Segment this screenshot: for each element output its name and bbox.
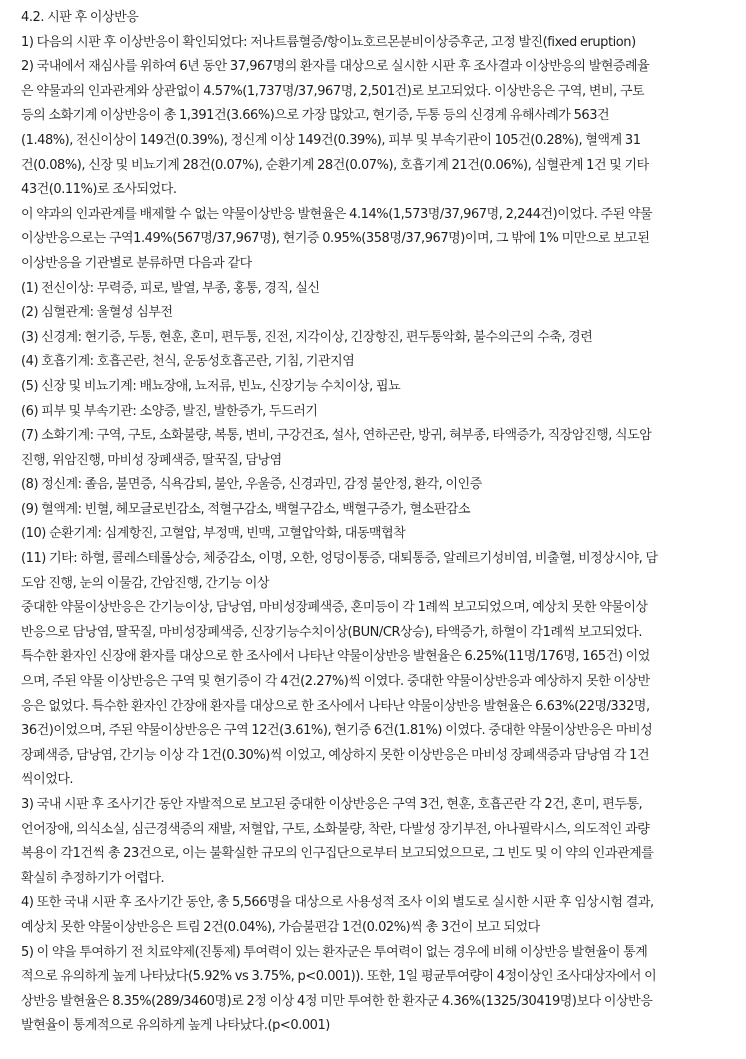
list-item: (5) 신장 및 비뇨기계: 배뇨장애, 뇨저류, 빈뇨, 신장기능 수치이상, 핍뇨: [21, 378, 401, 394]
text-line: 중대한 약물이상반응은 간기능이상, 담낭염, 마비성장폐색증, 혼미등이 각 1례씩 보고되었으며, 예상치 못한 약물이상: [21, 600, 648, 616]
text-line: 언어장애, 의식소실, 심근경색증의 재발, 저혈압, 구토, 소화불량, 착란, 다발성 장기부전, 아나필락시스, 의도적인 과량: [21, 821, 650, 837]
text-line: 이상반응을 기관별로 분류하면 다음과 같다: [21, 255, 252, 271]
text-line: 이 약과의 인과관계를 배제할 수 없는 약물이상반응 발현율은 4.14%(1,573명/37,967명, 2,244건)이었다. 주된 약물: [21, 206, 653, 222]
list-item: (9) 혈액계: 빈혈, 헤모글로빈감소, 적혈구감소, 백혈구감소, 백혈구증가, 혈소판감소: [21, 501, 471, 517]
text-line: 확실히 추정하기가 어렵다.: [21, 870, 165, 886]
text-line: 이상반응으로는 구역1.49%(567명/37,967명), 현기증 0.95%(358명/37,967명)이며, 그 밖에 1% 미만으로 보고된: [21, 231, 650, 247]
text-line: 발현율이 통계적으로 유의하게 높게 나타났다.(p<0.001): [21, 1018, 330, 1034]
list-item: (10) 순환기계: 심계항진, 고혈압, 부정맥, 빈맥, 고혈압악화, 대동맥협착: [21, 526, 406, 542]
text-line: 응은 없었다. 특수한 환자인 간장애 환자를 대상으로 한 조사에서 나타난 약물이상반응 발현율은 6.63%(22명/332명,: [21, 698, 650, 714]
text-line: 4) 또한 국내 시판 후 조사기간 동안, 총 5,566명을 대상으로 사용성적 조사 이외 별도로 실시한 시판 후 임상시험 결과,: [21, 895, 654, 911]
list-item: (6) 피부 및 부속기관: 소양증, 발진, 발한증가, 두드러기: [21, 403, 318, 419]
text-line: 2) 국내에서 재심사를 위하여 6년 동안 37,967명의 환자를 대상으로 실시한 시판 후 조사결과 이상반응의 발현증례율: [21, 59, 650, 75]
text-line: 으며, 주된 약물 이상반응은 구역 및 현기증이 각 4건(2.27%)씩 이였다. 중대한 약물이상반응과 예상하지 못한 이상반: [21, 674, 650, 690]
text-line: 5) 이 약을 투여하기 전 치료약제(진통제) 투여력이 있는 환자군은 투여력이 없는 경우에 비해 이상반응 발현율이 통계: [21, 944, 648, 960]
list-item: (11) 기타: 하혈, 콜레스테롤상승, 체중감소, 이명, 오한, 엉덩이통증, 대퇴통증, 알레르기성비염, 비출혈, 비정상시야, 담: [21, 551, 658, 567]
text-line: 복용이 각1건씩 총 23건으로, 이는 불확실한 규모의 인구집단으로부터 보고되었으므로, 그 빈도 및 이 약의 인과관계를: [21, 846, 654, 862]
text-line: (1.48%), 전신이상이 149건(0.39%), 정신계 이상 149건(0.39%), 피부 및 부속기관이 105건(0.28%), 혈액계 31: [21, 132, 641, 148]
text-line: 예상치 못한 약물이상반응은 트림 2건(0.04%), 가슴불편감 1건(0.02%)씩 총 3건이 보고 되었다: [21, 919, 540, 935]
list-item: (4) 호흡기계: 호흡곤란, 천식, 운동성호흡곤란, 기침, 기관지염: [21, 354, 355, 370]
text-line: 43건(0.11%)로 조사되었다.: [21, 182, 177, 198]
list-item: (8) 정신계: 졸음, 불면증, 식욕감퇴, 불안, 우울증, 신경과민, 감정 불안정, 환각, 이인증: [21, 477, 482, 493]
text-line: 씩이었다.: [21, 772, 74, 788]
list-item: (7) 소화기계: 구역, 구토, 소화불량, 복통, 변비, 구강건조, 설사, 연하곤란, 방귀, 혀부종, 타액증가, 직장암진행, 식도암: [21, 428, 652, 444]
text-line: 36건)이었으며, 주된 약물이상반응은 구역 12건(3.61%), 현기증 6건(1.81%) 이였다. 중대한 약물이상반응은 마비성: [21, 723, 653, 739]
text-line: 특수한 환자인 신장애 환자를 대상으로 한 조사에서 나타난 약물이상반응 발현율은 6.25%(11명/176명, 165건) 이었: [21, 649, 650, 665]
list-item: 도암 진행, 눈의 이물감, 간암진행, 간기능 이상: [21, 575, 270, 591]
list-item: (3) 신경계: 현기증, 두통, 현훈, 혼미, 편두통, 진전, 지각이상, 긴장항진, 편두통악화, 불수의근의 수축, 경련: [21, 329, 593, 345]
text-line: 3) 국내 시판 후 조사기간 동안 자발적으로 보고된 중대한 이상반응은 구역 3건, 현훈, 호흡곤란 각 2건, 혼미, 편두통,: [21, 797, 643, 812]
section-heading: 4.2. 시판 후 이상반응: [21, 10, 139, 25]
text-line: 반응으로 담낭염, 딸꾹질, 마비성장폐색증, 신장기능수치이상(BUN/CR상승), 타액증가, 하혈이 각1례씩 보고되었다.: [21, 624, 643, 640]
text-line: 은 약물과의 인과관계와 상관없이 4.57%(1,737명/37,967명, 2,501건)로 보고되었다. 이상반응은 구역, 변비, 구토: [21, 83, 645, 99]
list-item: 진행, 위암진행, 마비성 장폐색증, 딸꾹질, 담낭염: [21, 452, 282, 468]
text-line: 등의 소화기계 이상반응이 총 1,391건(3.66%)으로 가장 많았고, 현기증, 두통 등의 신경계 유해사례가 563건: [21, 108, 610, 124]
list-item: (1) 전신이상: 무력증, 피로, 발열, 부종, 홍통, 경직, 실신: [21, 280, 320, 296]
text-line: 장폐색증, 담낭염, 간기능 이상 각 1건(0.30%)씩 이었고, 예상하지 못한 이상반응은 마비성 장폐색증과 담낭염 각 1건: [21, 747, 650, 763]
text-line: 건(0.08%), 신장 및 비뇨기계 28건(0.07%), 순환기계 28건(0.07%), 호흡기계 21건(0.06%), 심혈관계 1건 및 기타: [21, 157, 649, 173]
list-item: (2) 심혈관계: 울혈성 심부전: [21, 305, 173, 321]
text-line: 적으로 유의하게 높게 나타났다(5.92% vs 3.75%, p<0.001)). 또한, 1일 평균투여량이 4정이상인 조사대상자에서 이: [21, 969, 657, 985]
text-line: 상반응 발현율은 8.35%(289/3460명)로 2정 이상 4정 미만 투여한 한 환자군 4.36%(1325/30419명)보다 이상반응: [21, 993, 653, 1009]
text-line: 1) 다음의 시판 후 이상반응이 확인되었다: 저나트륨혈증/항이뇨호르몬분비이상증후군, 고정 발진(fixed eruption): [21, 34, 636, 50]
